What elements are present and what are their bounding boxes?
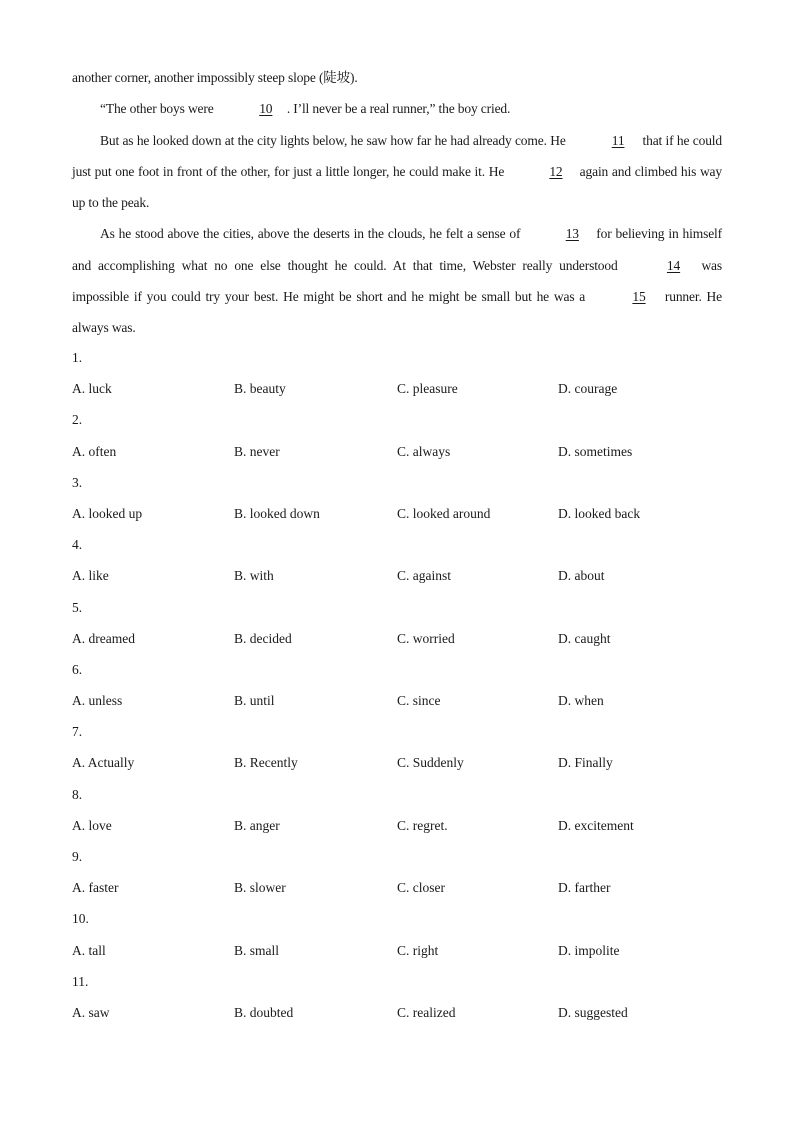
answer-blank-12: 12: [549, 163, 563, 179]
option-b: B. until: [234, 693, 275, 709]
option-d: D. Finally: [558, 755, 613, 771]
option-row: [72, 935, 732, 966]
option-c: C. Suddenly: [397, 755, 464, 771]
question-number: 10.: [72, 911, 89, 927]
option-b: B. anger: [234, 817, 280, 833]
passage-paragraph-1: [72, 62, 722, 93]
option-c: C. looked around: [397, 505, 491, 521]
passage-text: that if he could just put one foot in front of the other, for just a little longer, he could make it. He: [72, 132, 722, 179]
option-d: D. looked back: [558, 505, 641, 521]
option-d: D. courage: [558, 381, 618, 397]
option-c: C. against: [397, 568, 451, 584]
answer-blank-15: 15: [632, 289, 646, 305]
option-c: C. pleasure: [397, 381, 458, 397]
option-a: A. looked up: [72, 505, 143, 521]
question-number: 11.: [72, 973, 89, 989]
passage-text: was impossible if you could try your best. He might be short and he might be small but he was a: [72, 257, 722, 305]
passage-paragraph-3: [72, 125, 722, 219]
option-d: D. about: [558, 568, 605, 584]
option-c: C. closer: [397, 880, 445, 896]
option-c: C. realized: [397, 1004, 456, 1020]
question-number: 7.: [72, 724, 83, 740]
option-row: [72, 872, 732, 903]
option-c: C. worried: [397, 630, 455, 646]
option-row: [72, 810, 732, 841]
option-a: A. tall: [72, 942, 106, 958]
passage-text: “The other boys were: [100, 101, 217, 117]
answer-blank-14: 14: [666, 257, 681, 273]
answer-blank-11: 11: [611, 132, 625, 148]
option-d: D. excitement: [558, 817, 634, 833]
option-d: D. when: [558, 693, 604, 709]
answer-blank-13: 13: [565, 226, 579, 242]
option-b: B. small: [234, 942, 280, 958]
option-a: A. often: [72, 443, 117, 459]
option-b: B. Recently: [234, 755, 298, 771]
option-b: B. with: [234, 568, 274, 584]
option-b: B. never: [234, 443, 280, 459]
option-d: D. impolite: [558, 942, 620, 958]
option-b: B. doubted: [234, 1004, 294, 1020]
option-a: A. dreamed: [72, 630, 135, 646]
option-a: A. like: [72, 568, 109, 584]
passage-text: another corner, another impossibly steep slope (陡坡).: [72, 70, 358, 85]
option-d: D. farther: [558, 880, 611, 896]
option-row: [72, 373, 732, 404]
option-row: [72, 498, 732, 529]
passage-paragraph-2: [72, 93, 722, 124]
option-a: A. saw: [72, 1004, 110, 1020]
option-c: C. regret.: [397, 817, 448, 833]
option-row: [72, 560, 732, 591]
option-row: [72, 436, 732, 467]
reading-passage: [72, 62, 722, 344]
passage-text: for believing in himself and accomplishing what no one else thought he could. At that time, Webster really understood: [72, 226, 722, 273]
option-b: B. looked down: [234, 505, 320, 521]
option-b: B. decided: [234, 630, 292, 646]
option-c: C. since: [397, 693, 441, 709]
passage-text: As he stood above the cities, above the deserts in the clouds, he felt a sense of: [100, 226, 525, 242]
answer-blank-10: 10: [259, 101, 273, 117]
question-number: 9.: [72, 849, 83, 864]
option-d: D. sometimes: [558, 443, 633, 459]
option-row: [72, 997, 732, 1028]
option-row: [72, 623, 732, 654]
question-number: 3.: [72, 474, 83, 490]
question-number: 1.: [72, 350, 83, 365]
option-a: A. luck: [72, 381, 112, 397]
option-row: [72, 747, 732, 778]
passage-paragraph-4: [72, 218, 722, 343]
passage-text: runner. He always was.: [72, 289, 722, 336]
passage-text: But as he looked down at the city lights below, he saw how far he had already come. He: [100, 132, 570, 148]
question-number: 4.: [72, 537, 83, 553]
question-number: 2.: [72, 412, 83, 428]
option-b: B. slower: [234, 880, 286, 896]
option-d: D. suggested: [558, 1004, 628, 1020]
option-c: C. always: [397, 443, 451, 459]
passage-text: again and climbed his way up to the peak.: [72, 163, 722, 211]
question-number: 5.: [72, 599, 83, 615]
question-number: 8.: [72, 786, 83, 802]
option-a: A. Actually: [72, 755, 135, 771]
question-list: [72, 342, 732, 1028]
option-d: D. caught: [558, 630, 611, 646]
option-a: A. unless: [72, 693, 123, 709]
option-a: A. love: [72, 817, 112, 833]
option-row: [72, 685, 732, 716]
option-a: A. faster: [72, 880, 119, 896]
passage-text: . I’ll never be a real runner,” the boy cried.: [286, 101, 511, 117]
option-c: C. right: [397, 942, 439, 958]
question-number: 6.: [72, 661, 83, 677]
option-b: B. beauty: [234, 381, 286, 397]
